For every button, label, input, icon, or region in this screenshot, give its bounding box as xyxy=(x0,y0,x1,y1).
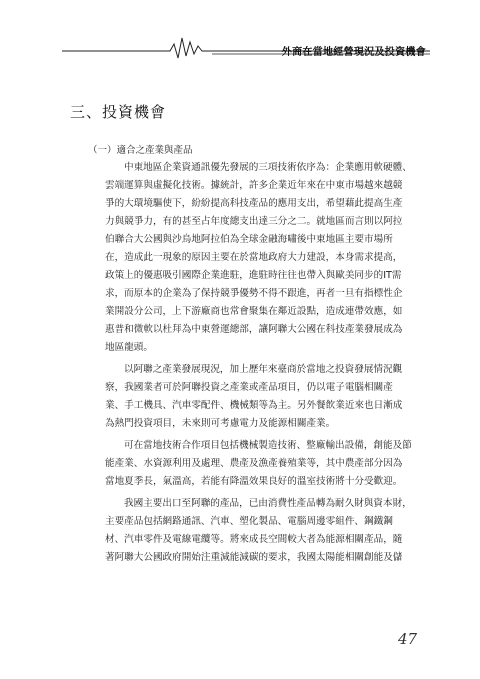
text-line: 雲端運算與虛擬化技術。據統計，許多企業近年來在中東市場越來越競 xyxy=(105,180,403,191)
text-line: 地區龍頭。 xyxy=(105,342,153,353)
text-line: 中東地區企業資通訊優先發展的三項技術依序為：企業應用軟硬體、 xyxy=(124,162,412,173)
paragraph xyxy=(105,159,421,357)
text-line: 在，造成此一現象的原因主要在於當地政府大力建設，本身需求提高， xyxy=(105,252,403,263)
page-number: 47 xyxy=(398,630,418,648)
text-line: 著阿聯大公國政府開始注重減能減碳的要求，我國太陽能相關創能及儲 xyxy=(105,552,403,563)
text-line: 業、手工機具、汽車零配件、機械類等為主。另外餐飲業近來也日漸成 xyxy=(105,400,403,411)
text-line: 求，而原本的企業為了保持競爭優勢不得不跟進，再者一旦有指標性企 xyxy=(105,288,403,299)
text-line: 可在當地技術合作項目包括機械製造技術、整廠輸出設備，創能及節 xyxy=(124,440,412,451)
paragraph xyxy=(105,495,421,567)
text-line: 我國主要出口至阿聯的產品，已由消費性產品轉為耐久財與資本財， xyxy=(124,498,412,509)
body-text xyxy=(105,159,421,567)
text-line: 當地夏季長，氣溫高，若能有降溫效果良好的溫室技術將十分受歡迎。 xyxy=(105,476,403,487)
text-line: 爭的大環境驅使下，紛紛提高科技產品的應用支出，希望藉此提高生產 xyxy=(105,198,403,209)
text-line: 力與競爭力，有的甚至占年度總支出達三分之二。就地區而言則以阿拉 xyxy=(105,216,403,227)
text-line: 察，我國業者可於阿聯投資之產業或產品項目，仍以電子電腦相關產 xyxy=(105,382,393,393)
text-line: 政策上的優惠吸引國際企業進駐，進駐時往往也帶入與歐美同步的IT需 xyxy=(105,270,402,281)
header-title: 外商在當地經營現況及投資機會 xyxy=(281,47,426,58)
text-line: 惠普和微軟以杜拜為中東營運總部，讓阿聯大公國在科技產業發展成為 xyxy=(105,324,403,335)
section-title: 三、投資機會 xyxy=(70,103,167,121)
paragraph xyxy=(105,361,421,433)
subsection-title: （一）適合之產業與產品 xyxy=(88,145,193,156)
text-line: 為熱門投資項目，未來則可考慮電力及能源相關產業。 xyxy=(105,418,336,429)
text-line: 伯聯合大公國與沙烏地阿拉伯為全球金融海嘯後中東地區主要市場所 xyxy=(105,234,393,245)
text-line: 以阿聯之產業發展現況，加上歷年來臺商於當地之投資發展情況觀 xyxy=(124,364,403,375)
text-line: 主要產品包括網路通訊、汽車、塑化製品、電腦周邊零組件、鋼鐵鋼 xyxy=(105,516,393,527)
text-line: 材、汽車零件及電線電纜等。將來成長空間較大者為能源相關產品，隨 xyxy=(105,534,403,545)
text-line: 業開設分公司，上下游廠商也常會聚集在鄰近設點，造成連帶效應，如 xyxy=(105,306,403,317)
running-header xyxy=(62,34,430,60)
paragraph xyxy=(105,437,421,491)
text-line: 能產業、水資源利用及處理、農產及漁產養殖業等，其中農產部分因為 xyxy=(105,458,403,469)
